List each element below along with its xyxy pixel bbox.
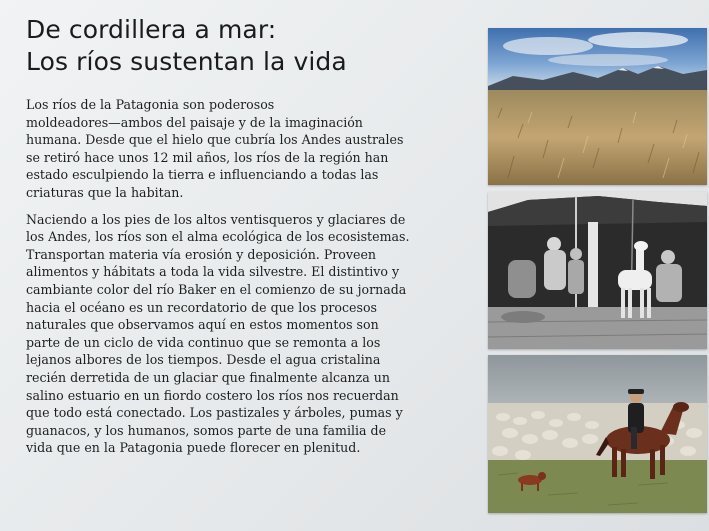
paragraph-1 [26, 96, 456, 202]
text-line: Los ríos de la Patagonia son poderosos [26, 97, 275, 112]
text-line: que todo está conectado. Los pastizales y árboles, pumas y [26, 405, 403, 421]
title-line-2: Los ríos sustentan la vida [26, 47, 347, 76]
text-line: naturales que observamos aquí en estos momentos son [26, 317, 379, 333]
text-line: salino estuario en un fiordo costero los ríos nos recuerdan [26, 387, 399, 403]
steppe-landscape-photo [488, 28, 707, 185]
text-line: guanacos, y los humanos, somos parte de una familia de [26, 422, 387, 438]
text-line: moldeadores—ambos del paisaje y de la imaginación [26, 114, 363, 130]
title-line-1: De cordillera a mar: [26, 15, 277, 44]
text-line: vida que en la Patagonia puede florecer en plenitud. [26, 440, 361, 456]
text-line: estado esculpiendo la tierra e influenciando a todas las [26, 167, 379, 183]
text-line: alimentos y hábitats a toda la vida silvestre. El distintivo y [26, 264, 400, 280]
gaucho-sheep-photo [488, 355, 707, 513]
text-line: hacia el océano es un recordatorio de que los procesos [26, 299, 378, 315]
panel-body [26, 96, 456, 466]
panel-title [26, 14, 456, 78]
text-line: se retiró hace unos 12 mil años, los ríos de la región han [26, 149, 389, 165]
text-line: recién derretida de un glaciar que finalmente alcanza un [26, 369, 391, 385]
historic-family-tent-photo [488, 192, 707, 349]
text-line: los Andes, los ríos son el alma ecológica de los ecosistemas. [26, 229, 410, 245]
text-line: parte de un ciclo de vida continuo que se remonta a los [26, 334, 381, 350]
paragraph-2 [26, 211, 456, 457]
text-line: criaturas que la habitan. [26, 184, 184, 200]
text-line: cambiante color del río Baker en el comienzo de su jornada [26, 281, 407, 297]
text-line: Transportan materia vía erosión y deposición. Proveen [26, 246, 377, 262]
text-line: Naciendo a los pies de los altos ventisqueros y glaciares de [26, 211, 406, 227]
text-line: humana. Desde que el hielo que cubría los Andes australes [26, 132, 404, 148]
text-line: lejanos albores de los tiempos. Desde el agua cristalina [26, 352, 381, 368]
